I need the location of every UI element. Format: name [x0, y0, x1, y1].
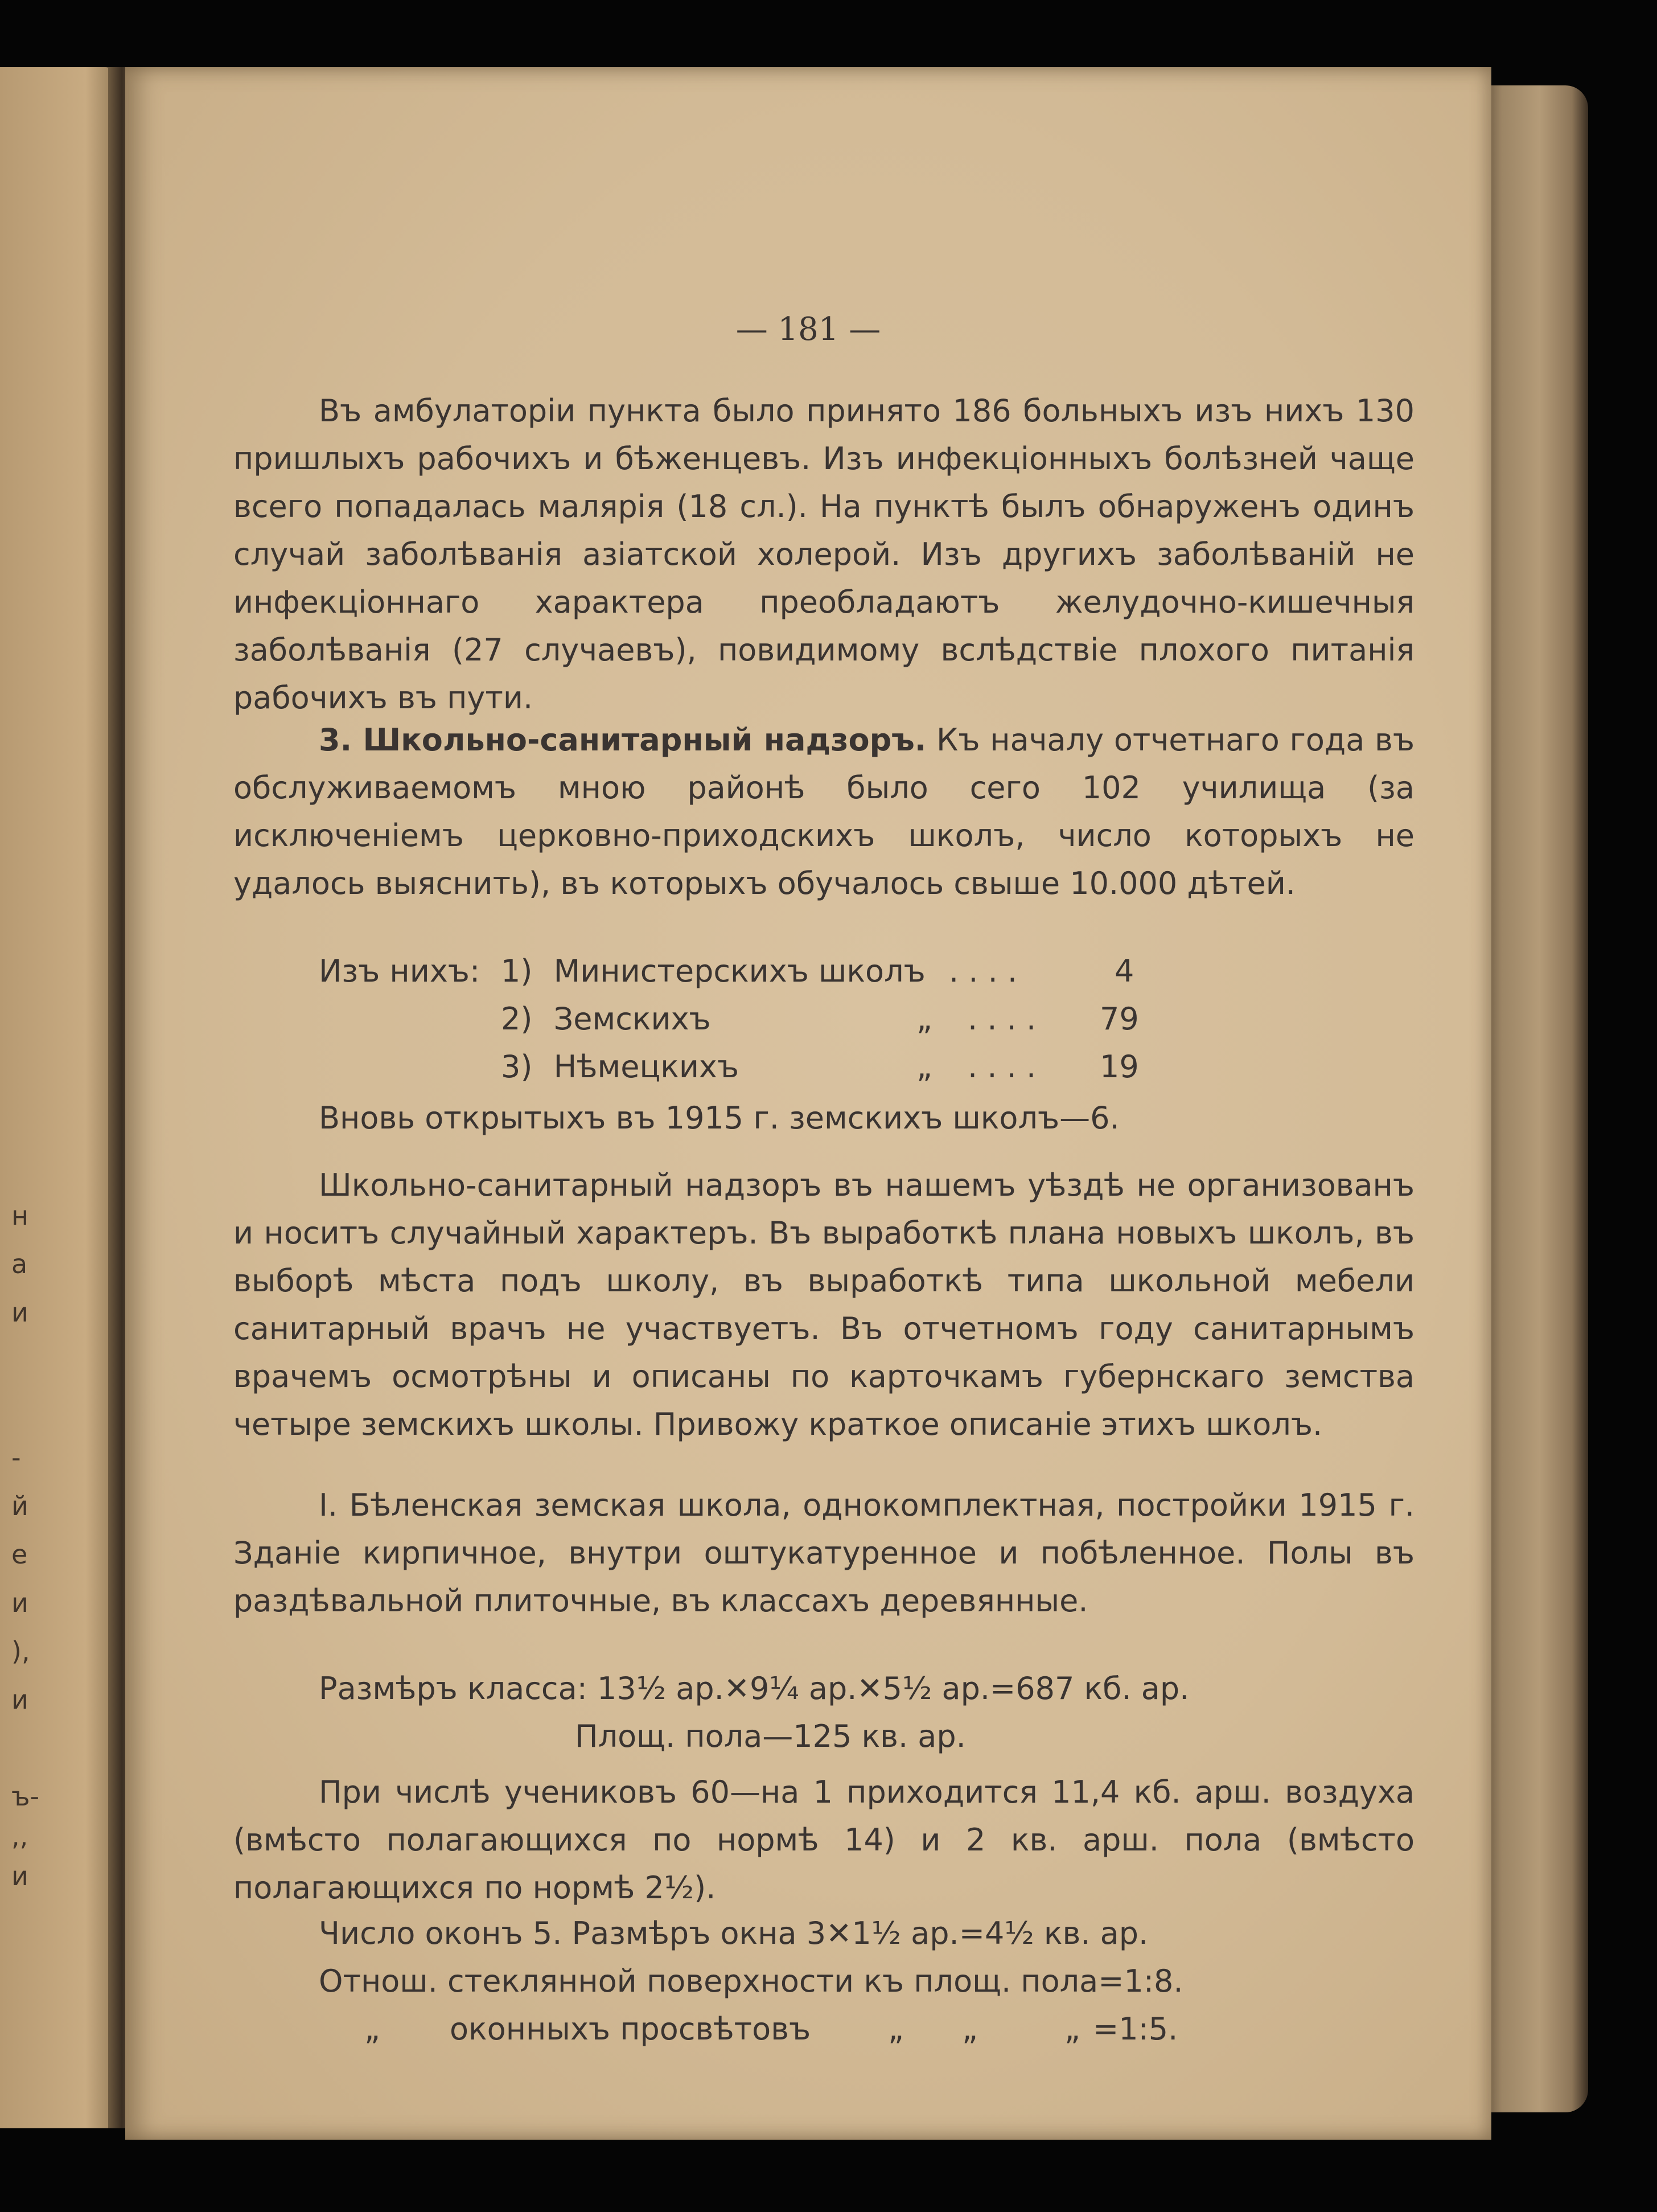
- fragment: а: [11, 1249, 28, 1279]
- fragment: ъ-: [11, 1781, 40, 1812]
- ratio-ditto: „: [962, 2011, 978, 2047]
- list-item-value: 79: [1100, 1001, 1139, 1037]
- page-number: — 181 —: [735, 311, 881, 348]
- paragraph-students: При числѣ учениковъ 60—на 1 приходится 11,4 кб. арш. воздуха (вмѣсто полагающихся по нормѣ 14) и 2 кв. арш. пола (вмѣсто полагающихся по нормѣ 2½).: [233, 1774, 1415, 1906]
- page-stack-edge: [1480, 85, 1588, 2112]
- list-item-label: Земскихъ: [553, 1001, 711, 1037]
- list-item-value: 4: [1115, 953, 1134, 989]
- fragment: -: [11, 1442, 21, 1473]
- ratio-ditto: „: [1064, 2011, 1080, 2047]
- fragment: е: [11, 1539, 28, 1570]
- fragment: и: [11, 1587, 28, 1618]
- ratio-ditto: „: [364, 2011, 380, 2047]
- paragraph-new-schools: Вновь открытыхъ въ 1915 г. земскихъ школъ—6.: [319, 1100, 1120, 1136]
- list-item-ditto: „: [916, 1001, 932, 1037]
- fragment: ),: [11, 1636, 30, 1667]
- window-openings-value: =1:5.: [1093, 2011, 1178, 2047]
- fragment: й: [11, 1491, 28, 1521]
- list-item-ditto: „: [916, 1049, 932, 1085]
- paragraph-ambulatory: Въ амбулаторіи пункта было принято 186 больныхъ изъ нихъ 130 пришлыхъ рабочихъ и бѣженцевъ. Изъ инфекціонныхъ болѣзней чаще всего попадалась малярія (18 сл.). На пунктѣ былъ обнаруженъ одинъ случай заболѣванія азіатской холерой. Изъ другихъ заболѣваній не инфекціоннаго характера преобладаютъ желудочно-кишечныя заболѣванія (27 случаевъ), повидимому вслѣдствіе плохого питанія рабочихъ въ пути.: [233, 393, 1415, 716]
- list-item-num: 3): [501, 1049, 533, 1085]
- fragment: н: [11, 1200, 29, 1231]
- fragment: ,,: [11, 1821, 28, 1852]
- fragment: и: [11, 1861, 28, 1891]
- list-item: [501, 995, 711, 1043]
- list-item-dots: . . . .: [968, 1001, 1037, 1037]
- left-page: [0, 67, 122, 2128]
- book-page: [125, 67, 1491, 2140]
- ratio-ditto: „: [888, 2011, 904, 2047]
- list-item-label: Министерскихъ школъ: [553, 953, 926, 989]
- section-text: Къ началу отчетнаго года въ обслуживаемомъ мною районѣ было сего 102 училища (за исключеніемъ церковно-приходскихъ школъ, число которыхъ не удалось выяснить), въ которыхъ обучалось свыше 10.000 дѣтей.: [233, 722, 1415, 901]
- paragraph-belenskaya-school: I. Бѣленская земская школа, однокомплектная, постройки 1915 г. Зданіе кирпичное, внутри оштукатуренное и побѣленное. Полы въ раздѣвальной плиточные, въ классахъ деревянные.: [233, 1487, 1415, 1619]
- window-openings-label: оконныхъ просвѣтовъ: [450, 2011, 811, 2047]
- list-intro: Изъ нихъ:: [319, 953, 480, 989]
- list-item-num: 2): [501, 1001, 533, 1037]
- fragment: и: [11, 1297, 28, 1328]
- list-item-dots: . . . .: [968, 1049, 1037, 1085]
- floor-area-line: Площ. пола—125 кв. ар.: [575, 1718, 966, 1754]
- class-size-line: Размѣръ класса: 13½ ар.✕9¼ ар.✕5½ ар.=687 кб. ар.: [319, 1671, 1190, 1706]
- list-item-value: 19: [1100, 1049, 1139, 1085]
- left-page-fragments: [0, 67, 122, 2128]
- paragraph-school-supervision: [233, 716, 1415, 908]
- section-heading: 3. Школьно-санитарный надзоръ.: [319, 722, 927, 758]
- glass-ratio-line: Отнош. стеклянной поверхности къ площ. пола=1:8.: [319, 1963, 1183, 1999]
- list-item: [501, 947, 1017, 995]
- list-item-num: 1): [501, 953, 533, 989]
- list-item: [501, 1043, 739, 1091]
- list-item-dots: . . . .: [948, 953, 1018, 989]
- list-item-label: Нѣмецкихъ: [553, 1049, 739, 1085]
- windows-line: Число оконъ 5. Размѣръ окна 3✕1½ ар.=4½ кв. ар.: [319, 1915, 1149, 1951]
- fragment: и: [11, 1684, 28, 1715]
- paragraph-supervision-state: Школьно-санитарный надзоръ въ нашемъ уѣздѣ не организованъ и носитъ случайный характеръ. Въ выработкѣ плана новыхъ школъ, въ выборѣ мѣста подъ школу, въ выработкѣ типа школьной мебели санитарный врачъ не участвуетъ. Въ отчетномъ году санитарнымъ врачемъ осмотрѣны и описаны по карточкамъ губернскаго земства четыре земскихъ школы. Привожу краткое описаніе этихъ школъ.: [233, 1167, 1415, 1442]
